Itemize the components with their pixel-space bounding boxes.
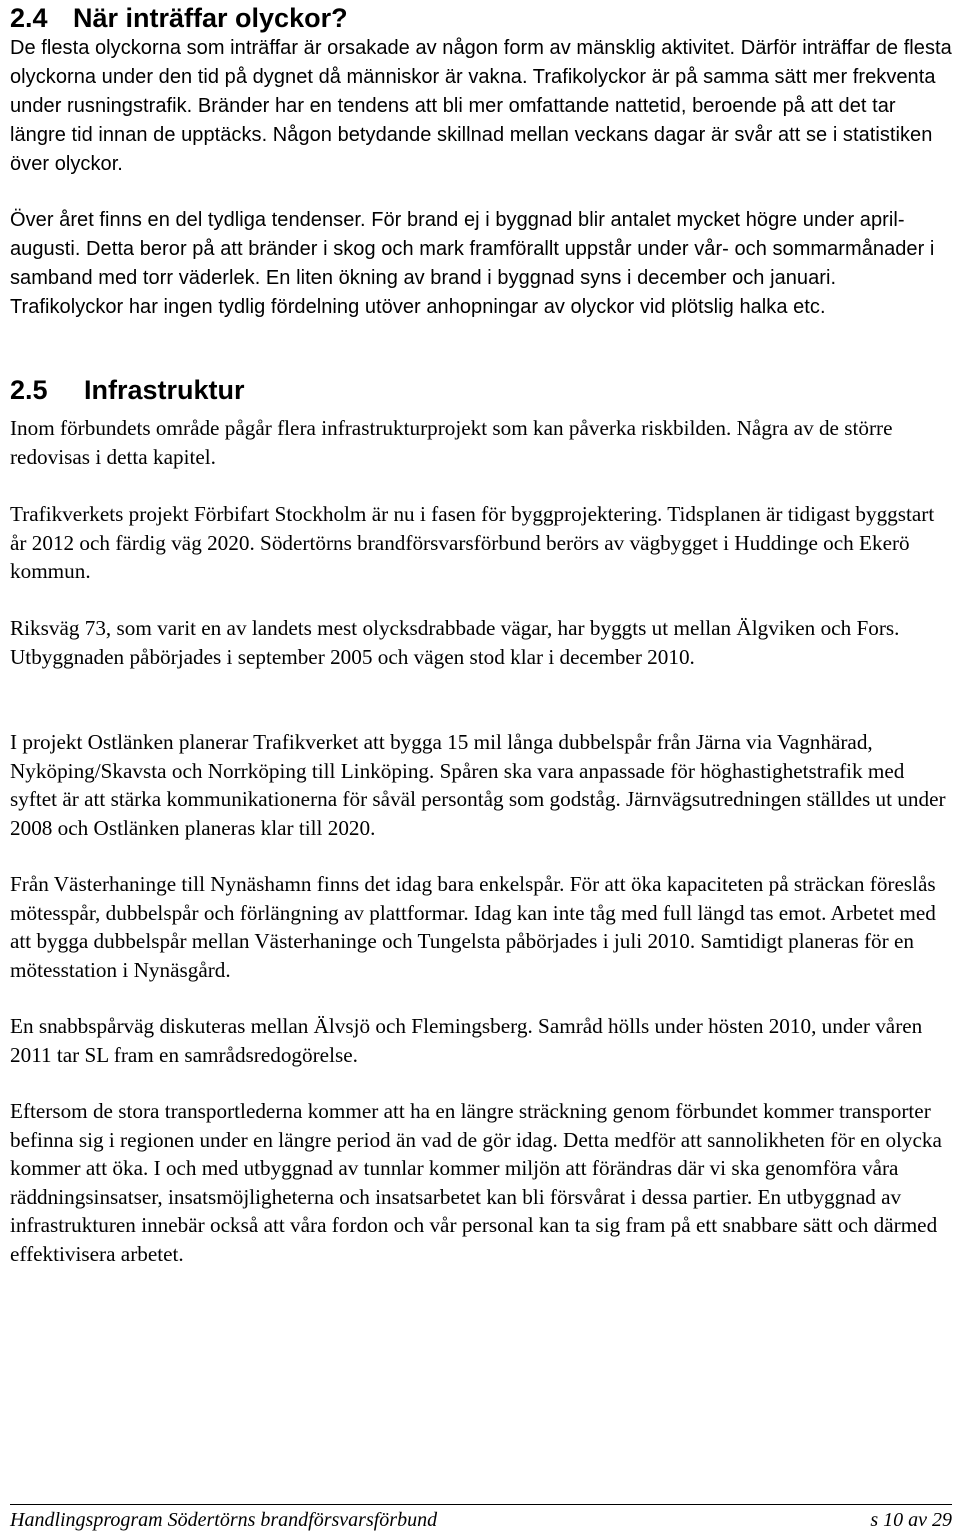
- section-2-5-paragraph-3: Riksväg 73, som varit en av landets mest olycksdrabbade vägar, har byggts ut mellan Älgviken och Fors. Utbyggnaden påbörjades i september 2005 och vägen stod klar i december 2010.: [10, 616, 900, 669]
- section-title: Infrastruktur: [84, 375, 245, 405]
- section-title: När inträffar olyckor?: [73, 3, 348, 33]
- page-footer: [10, 1504, 952, 1532]
- footer-page-number: s 10 av 29: [870, 1509, 952, 1531]
- section-2-5-paragraph-7: Eftersom de stora transportlederna kommer att ha en längre sträckning genom förbundet kommer transporter befinna sig i regionen under en längre period än vad de gör idag. Detta medför att sannolikheten för en olycka kommer att öka. I och med utbyggnad av tunnlar kommer miljön att förändras där vi ska genomföra våra räddningsinsatser, insatsmöjligheterna och insatsarbetet kan bli försvårat i dessa partier. En utbyggnad av infrastrukturen innebär också att våra fordon och vår personal kan ta sig fram på ett snabbare sätt och därmed effektivisera arbetet.: [10, 1099, 942, 1266]
- section-2-5-paragraph-1: Inom förbundets område pågår flera infrastrukturprojekt som kan påverka riskbilden. Några av de större redovisas i detta kapitel.: [10, 416, 893, 469]
- section-2-4-paragraph-1: De flesta olyckorna som inträffar är orsakade av någon form av mänsklig aktivitet. Därför inträffar de flesta olyckorna under den tid på dygnet då människor är vakna. Trafikolyckor är på samma sätt mer frekventa under rusningstrafik. Bränder har en tendens att bli mer omfattande nattetid, beroende på att det tar längre tid innan de upptäcks. Någon betydande skillnad mellan veckans dagar är svår att se i statistiken över olyckor.: [10, 37, 952, 175]
- section-2-5-paragraph-6: En snabbspårväg diskuteras mellan Älvsjö och Flemingsberg. Samråd hölls under hösten 2010, under våren 2011 tar SL fram en samrådsredogörelse.: [10, 1014, 923, 1067]
- section-heading-2-5: [10, 374, 245, 406]
- section-2-5-paragraph-4: I projekt Ostlänken planerar Trafikverket att bygga 15 mil långa dubbelspår från Järna via Vagnhärad, Nyköping/Skavsta och Norrköping till Linköping. Spåren ska vara anpassade för höghastighetstrafik med syftet är att stärka kommunikationerna för såväl persontåg som godståg. Järnvägsutredningen ställdes ut under 2008 och Ostlänken planeras klar till 2020.: [10, 730, 946, 840]
- section-number: 2.4: [10, 3, 48, 33]
- section-2-5-paragraph-5: Från Västerhaninge till Nynäshamn finns det idag bara enkelspår. För att öka kapaciteten på sträckan föreslås mötesspår, dubbelspår och förlängning av plattformar. Idag kan inte tåg med full längd tas emot. Arbetet med att bygga dubbelspår mellan Västerhaninge och Tungelsta påbörjades i juli 2010. Samtidigt planeras för en mötesstation i Nynäsgård.: [10, 872, 936, 982]
- section-heading-2-4: [10, 2, 348, 34]
- section-2-4-paragraph-2: Över året finns en del tydliga tendenser. För brand ej i byggnad blir antalet mycket högre under april-augusti. Detta beror på att bränder i skog och mark framförallt uppstår under vår- och sommarmånader i samband med torr väderlek. En liten ökning av brand i byggnad syns i december och januari. Trafikolyckor har ingen tydlig fördelning utöver anhopningar av olyckor vid plötslig halka etc.: [10, 209, 935, 318]
- section-2-5-paragraph-2: Trafikverkets projekt Förbifart Stockholm är nu i fasen för byggprojektering. Tidsplanen är tidigast byggstart år 2012 och färdig väg 2020. Södertörns brandförsvarsförbund berörs av vägbygget i Huddinge och Ekerö kommun.: [10, 502, 935, 584]
- footer-document-title: Handlingsprogram Södertörns brandförsvarsförbund: [10, 1509, 438, 1531]
- section-number: 2.5: [10, 375, 48, 405]
